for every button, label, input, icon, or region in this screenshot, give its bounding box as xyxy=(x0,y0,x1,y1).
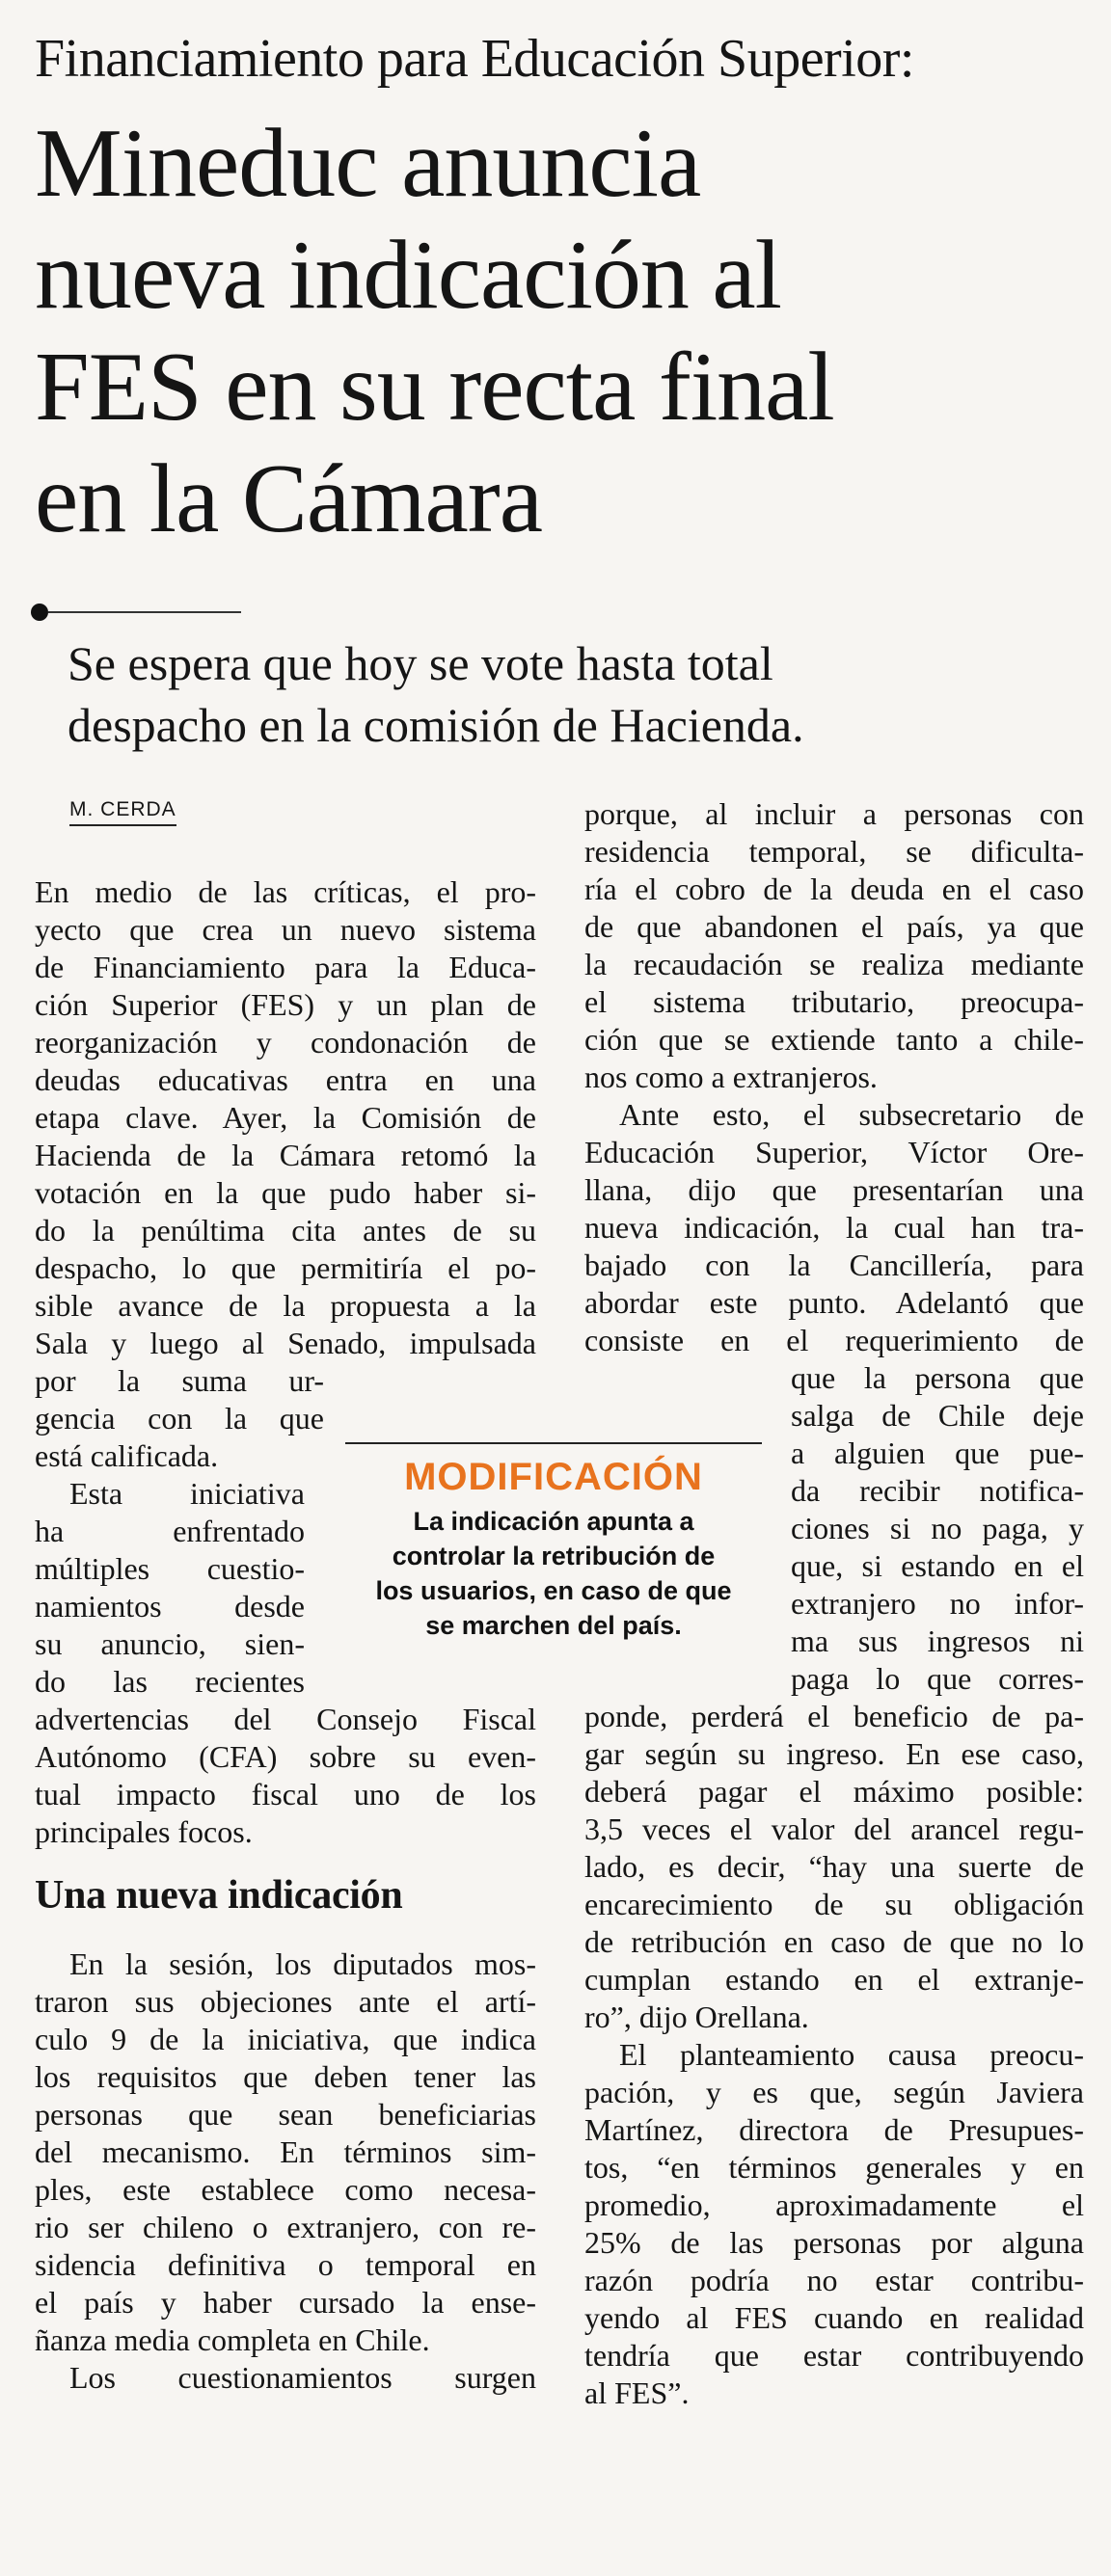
paragraph xyxy=(35,2359,536,2397)
text-line: su anuncio, sien- xyxy=(35,1626,305,1661)
text-line: cumplan estando en el extranje- xyxy=(584,1962,1084,1997)
pull-quote-callout xyxy=(345,1442,762,1664)
headline-line: nueva indicación al xyxy=(35,221,781,330)
text-line: ha enfrentado xyxy=(35,1514,305,1548)
text-line: advertencias del Consejo Fiscal xyxy=(35,1702,536,1736)
text-line: que, si estando en el xyxy=(791,1548,1084,1583)
text-line: extranjero no infor- xyxy=(791,1586,1084,1621)
text-line: etapa clave. Ayer, la Comisión de xyxy=(35,1100,536,1135)
text-line: despacho, lo que permitiría el po- xyxy=(35,1250,536,1285)
text-line: votación en la que pudo haber si- xyxy=(35,1175,536,1210)
byline: M. CERDA xyxy=(69,798,176,826)
subhead xyxy=(68,632,1090,756)
section-title: Una nueva indicación xyxy=(35,1873,403,1918)
text-line: Hacienda de la Cámara retomó la xyxy=(35,1138,536,1172)
text-line: do la penúltima cita antes de su xyxy=(35,1213,536,1248)
text-line: En medio de las críticas, el pro- xyxy=(35,874,536,909)
text-line: ñanza media completa en Chile. xyxy=(35,2322,430,2357)
kicker: Financiamiento para Educación Superior: xyxy=(35,29,914,89)
divider-line xyxy=(48,611,241,613)
text-line: Martínez, directora de Presupues- xyxy=(584,2112,1084,2147)
text-line: porque, al incluir a personas con xyxy=(584,796,1084,831)
headline xyxy=(35,108,1086,555)
paragraph xyxy=(35,1945,536,2359)
text-line: ponde, perderá el beneficio de pa- xyxy=(584,1699,1084,1733)
text-line: sidencia definitiva o temporal en xyxy=(35,2247,536,2282)
text-line: paga lo que corres- xyxy=(791,1661,1084,1696)
text-line: tual impacto fiscal uno de los xyxy=(35,1777,536,1811)
text-line: el sistema tributario, preocupa- xyxy=(584,984,1084,1019)
subhead-line: despacho en la comisión de Hacienda. xyxy=(68,698,804,752)
headline-line: FES en su recta final xyxy=(35,333,834,442)
text-line: por la suma ur- xyxy=(35,1363,324,1398)
text-line: ción Superior (FES) y un plan de xyxy=(35,987,536,1022)
text-line: Esta iniciativa xyxy=(69,1476,305,1511)
text-line: rio ser chileno o extranjero, con re- xyxy=(35,2210,536,2244)
text-line: que la persona que xyxy=(791,1360,1084,1395)
text-line: está calificada. xyxy=(35,1438,219,1473)
text-line: a alguien que pue- xyxy=(791,1436,1084,1470)
text-line: la recaudación se realiza mediante xyxy=(584,947,1084,981)
text-line: namientos desde xyxy=(35,1589,305,1623)
text-line: tos, “en términos generales y en xyxy=(584,2150,1084,2185)
callout-title: MODIFICACIÓN xyxy=(404,1456,703,1498)
text-line: ma sus ingresos ni xyxy=(791,1623,1084,1658)
text-line: ples, este establece como necesa- xyxy=(35,2172,536,2207)
text-line: de Financiamiento para la Educa- xyxy=(35,950,536,984)
text-line: lado, es decir, “hay una suerte de xyxy=(584,1849,1084,1884)
text-line: gencia con la que xyxy=(35,1401,324,1436)
text-line: reorganización y condonación de xyxy=(35,1025,536,1060)
headline-line: en la Cámara xyxy=(35,444,543,553)
text-line: sible avance de la propuesta a la xyxy=(35,1288,536,1323)
text-line: promedio, aproximadamente el xyxy=(584,2187,1084,2222)
text-line: da recibir notifica- xyxy=(791,1473,1084,1508)
text-line: nueva indicación, la cual han tra- xyxy=(584,1210,1084,1245)
text-line: deudas educativas entra en una xyxy=(35,1062,536,1097)
text-line: Ante esto, el subsecretario de xyxy=(619,1097,1084,1132)
callout-line: controlar la retribución de xyxy=(392,1542,716,1570)
text-line: En la sesión, los diputados mos- xyxy=(69,1946,536,1981)
text-line: 3,5 veces el valor del arancel regu- xyxy=(584,1811,1084,1846)
callout-line: La indicación apunta a xyxy=(413,1507,694,1536)
text-line: del mecanismo. En términos sim- xyxy=(35,2134,536,2169)
text-line: El planteamiento causa preocu- xyxy=(619,2037,1084,2072)
text-line: consiste en el requerimiento de xyxy=(584,1323,1084,1357)
text-line: deberá pagar el máximo posible: xyxy=(584,1774,1084,1809)
text-line: 25% de las personas por alguna xyxy=(584,2225,1084,2260)
text-line: nos como a extranjeros. xyxy=(584,1060,878,1094)
text-line: yecto que crea un nuevo sistema xyxy=(35,912,536,947)
text-line: Autónomo (CFA) sobre su even- xyxy=(35,1739,536,1774)
callout-body xyxy=(345,1504,762,1643)
text-line: Sala y luego al Senado, impulsada xyxy=(35,1326,536,1360)
text-line: ría el cobro de la deuda en el caso xyxy=(584,872,1084,906)
text-line: ro”, dijo Orellana. xyxy=(584,1999,809,2034)
text-line: abordar este punto. Adelantó que xyxy=(584,1285,1084,1320)
text-line: bajado con la Cancillería, para xyxy=(584,1248,1084,1282)
text-line: ciones si no paga, y xyxy=(791,1511,1084,1545)
text-line: principales focos. xyxy=(35,1814,253,1849)
headline-line: Mineduc anuncia xyxy=(35,109,701,218)
text-line: el país y haber cursado la ense- xyxy=(35,2285,536,2320)
text-line: culo 9 de la iniciativa, que indica xyxy=(35,2022,536,2056)
text-line: llana, dijo que presentarían una xyxy=(584,1172,1084,1207)
text-line: razón podría no estar contribu- xyxy=(584,2263,1084,2297)
bullet-dot xyxy=(31,604,48,621)
text-line: los requisitos que deben tener las xyxy=(35,2059,536,2094)
text-line: yendo al FES cuando en realidad xyxy=(584,2300,1084,2335)
text-line: pación, y es que, según Javiera xyxy=(584,2075,1084,2109)
callout-line: se marchen del país. xyxy=(425,1611,682,1640)
paragraph xyxy=(35,873,536,1475)
text-line: encarecimiento de su obligación xyxy=(584,1887,1084,1921)
text-line: gar según su ingreso. En ese caso, xyxy=(584,1736,1084,1771)
text-line: do las recientes xyxy=(35,1664,305,1699)
text-line: ción que se extiende tanto a chile- xyxy=(584,1022,1084,1057)
text-line: de que abandonen el país, ya que xyxy=(584,909,1084,944)
subhead-line: Se espera que hoy se vote hasta total xyxy=(68,636,773,690)
text-line: al FES”. xyxy=(584,2375,690,2410)
text-line: traron sus objeciones ante el artí- xyxy=(35,1984,536,2019)
paragraph xyxy=(584,2036,1084,2412)
text-line: Educación Superior, Víctor Ore- xyxy=(584,1135,1084,1169)
text-line: Los cuestionamientos surgen xyxy=(69,2360,536,2395)
text-line: de retribución en caso de que no lo xyxy=(584,1924,1084,1959)
text-line: salga de Chile deje xyxy=(791,1398,1084,1433)
callout-line: los usuarios, en caso de que xyxy=(375,1576,732,1605)
paragraph xyxy=(584,795,1084,1096)
text-line: múltiples cuestio- xyxy=(35,1551,305,1586)
text-line: personas que sean beneficiarias xyxy=(35,2097,536,2132)
text-line: tendría que estar contribuyendo xyxy=(584,2338,1084,2373)
text-line: residencia temporal, se dificulta- xyxy=(584,834,1084,869)
